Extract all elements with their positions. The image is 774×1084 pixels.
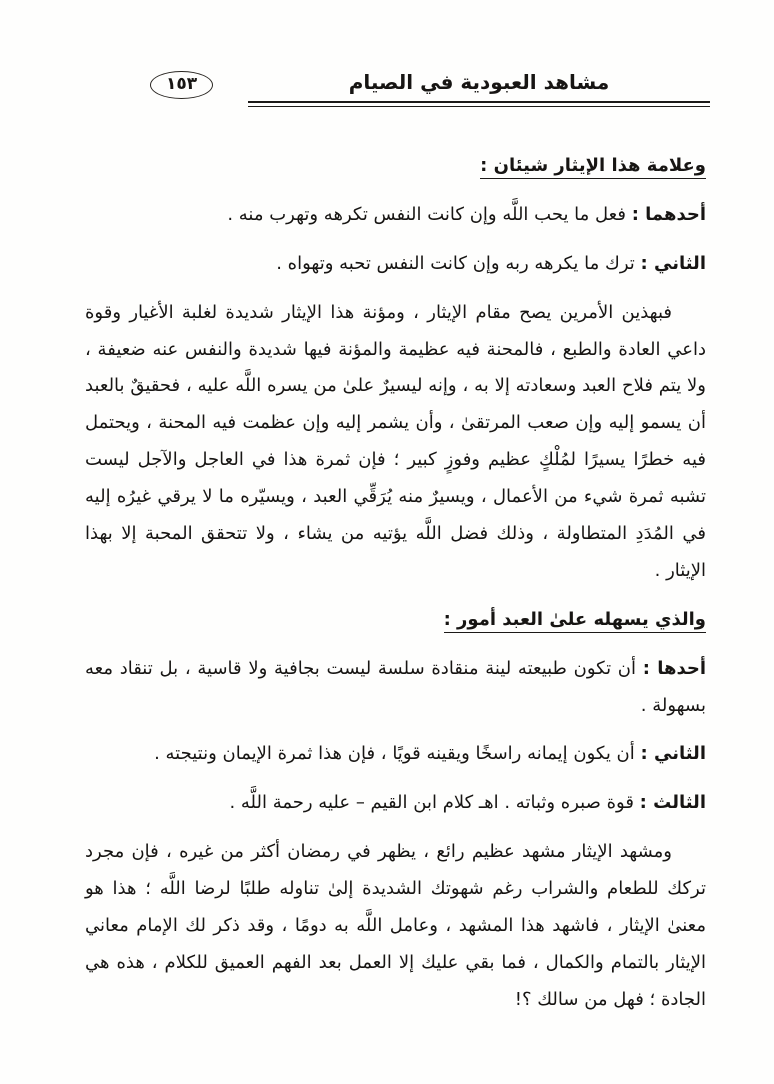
list-item-lead: أحدها :: [642, 657, 706, 679]
list-item-text: أن يكون إيمانه راسخًا ويقينه قويًا ، فإن هذا ثمرة الإيمان ونتيجته .: [154, 743, 635, 765]
section-heading-facilitators-text: والذي يسهله علىٰ العبد أمور :: [444, 609, 706, 633]
page-header: [0, 70, 774, 122]
section-heading-signs-text: وعلامة هذا الإيثار شيئان :: [480, 155, 706, 179]
list-item-first-facilitator: [85, 651, 706, 725]
page-number-badge: [150, 71, 213, 99]
list-item-lead: الثاني :: [640, 252, 706, 274]
page-body: [85, 148, 706, 1019]
list-item-text: أن تكون طبيعته لينة منقادة سلسة ليست بجافية ولا قاسية ، بل تنقاد معه بسهولة .: [85, 657, 706, 716]
list-item-first-sign: [85, 197, 706, 234]
book-title: مشاهد العبودية في الصيام: [348, 70, 610, 94]
paragraph-ithar-station: فبهذين الأمرين يصح مقام الإيثار ، ومؤنة هذا الإيثار شديدة لغلبة الأغيار وقوة داعي العادة والطبع ، فالمحنة فيه عظيمة والمؤنة فيها شديدة والنفس عنه ضعيفة ، ولا يتم فلاح العبد وسعادته إلا به ، وإنه ليسيرٌ علىٰ من يسره اللَّه عليه ، فحقيقٌ بالعبد أن يسمو إليه وإن صعب المرتقىٰ ، وأن يشمر إليه وإن عظمت فيه المحنة ، ويحتمل فيه خطرًا يسيرًا لمُلْكٍ عظيم وفوزٍ كبير ؛ فإن ثمرة هذا في العاجل والآجل ليست تشبه ثمرة شيء من الأعمال ، ويسيرٌ منه يُرَقِّي العبد ، ويسيّره ما لا يرقي غيرُه إليه في المُدَدِ المتطاولة ، وذلك فضل اللَّه يؤتيه من يشاء ، ولا تتحقق المحبة إلا بهذا الإيثار .: [85, 301, 706, 581]
title-block: [248, 70, 710, 107]
section-heading-facilitators: [85, 602, 706, 639]
list-item-text: قوة صبره وثباته . اهـ كلام ابن القيم – عليه رحمة اللَّه .: [229, 792, 634, 814]
list-item-text: ترك ما يكرهه ربه وإن كانت النفس تحبه وتهواه .: [276, 252, 635, 274]
list-item-lead: الثالث :: [639, 792, 706, 814]
list-item-third-facilitator: [85, 785, 706, 822]
list-item-lead: الثاني :: [640, 743, 706, 765]
list-item-second-facilitator: [85, 736, 706, 773]
list-item-second-sign: [85, 246, 706, 283]
section-heading-signs: [85, 148, 706, 185]
header-divider-rule: [248, 101, 710, 107]
list-item-text: فعل ما يحب اللَّه وإن كانت النفس تكرهه وتهرب منه .: [227, 203, 626, 225]
page-number: ١٥٣: [166, 74, 198, 94]
paragraph-ramadan-conclusion: ومشهد الإيثار مشهد عظيم رائع ، يظهر في رمضان أكثر من غيره ، فإن مجرد تركك للطعام والشراب رغم شهوتك الشديدة إلىٰ تناوله طلبًا لرضا اللَّه ؛ هذا هو معنىٰ الإيثار ، فاشهد هذا المشهد ، وعامل اللَّه به دومًا ، وقد ذكر لك الإمام معاني الإيثار بالتمام والكمال ، فما بقي عليك إلا العمل بعد الفهم العميق للكلام ، هذه هي الجادة ؛ فهل من سالك ؟!: [85, 841, 706, 1010]
list-item-lead: أحدهما :: [631, 203, 706, 225]
